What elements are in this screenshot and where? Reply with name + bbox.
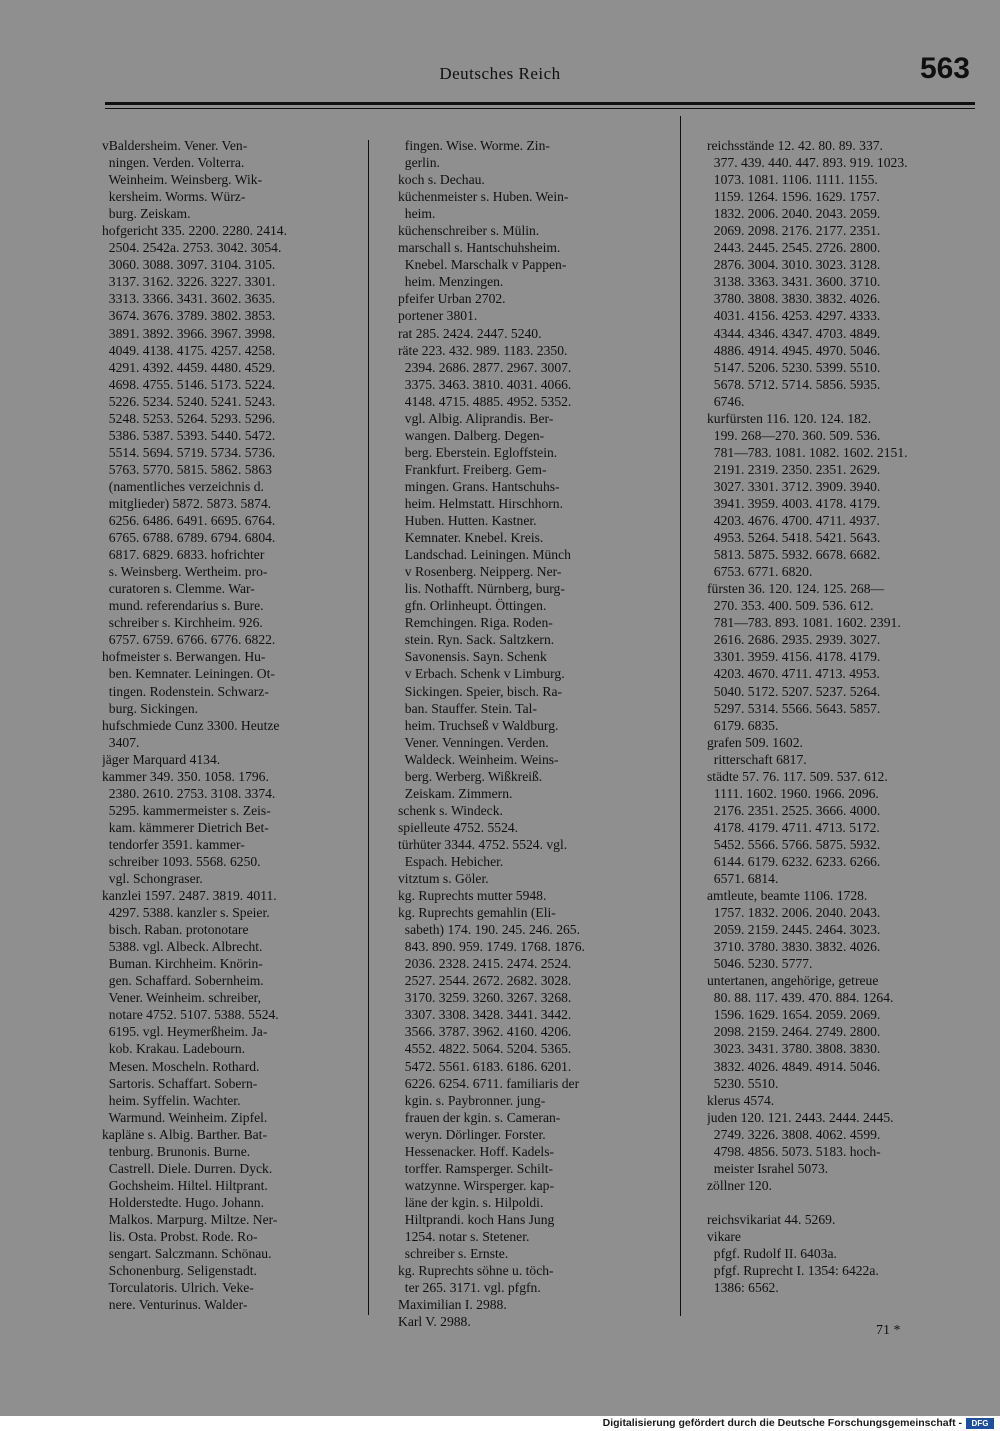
index-line: 3941. 3959. 4003. 4178. 4179. (707, 495, 881, 511)
digitization-credit (0, 1416, 1000, 1431)
index-line: Remchingen. Riga. Roden- (398, 615, 553, 631)
index-line: 6817. 6829. 6833. hofrichter (102, 547, 265, 563)
dfg-logo-icon: DFG (966, 1418, 994, 1429)
index-line: 1596. 1629. 1654. 2059. 2069. (707, 1007, 881, 1023)
index-line: hofmeister s. Berwangen. Hu- (102, 649, 266, 665)
index-line: 2191. 2319. 2350. 2351. 2629. (707, 461, 881, 477)
index-line: 5452. 5566. 5766. 5875. 5932. (707, 836, 881, 852)
index-line: fürsten 36. 120. 124. 125. 268— (707, 581, 885, 597)
index-line: 781—783. 893. 1081. 1602. 2391. (707, 615, 901, 631)
index-line: 3023. 3431. 3780. 3808. 3830. (707, 1041, 881, 1057)
index-line: 1832. 2006. 2040. 2043. 2059. (707, 206, 881, 222)
index-line: stein. Ryn. Sack. Saltzkern. (398, 632, 555, 648)
index-line: hofgericht 335. 2200. 2280. 2414. (102, 223, 288, 239)
index-line: küchenschreiber s. Mülin. (398, 223, 540, 239)
index-line: 6571. 6814. (707, 871, 779, 887)
index-line: ningen. Verden. Volterra. (102, 155, 245, 171)
credit-text: Digitalisierung gefördert durch die Deutsche Forschungsgemeinschaft - (602, 1417, 962, 1429)
index-line: Vener. Weinheim. schreiber, (102, 990, 262, 1006)
index-line: nere. Venturinus. Walder- (102, 1297, 248, 1313)
header-rule-thin (105, 108, 975, 109)
index-line: 5678. 5712. 5714. 5856. 5935. (707, 376, 881, 392)
index-line: vitztum s. Göler. (398, 871, 489, 887)
index-line: ben. Kemnater. Leiningen. Ot- (102, 666, 275, 682)
index-line: 4953. 5264. 5418. 5421. 5643. (707, 530, 881, 546)
index-line: juden 120. 121. 2443. 2444. 2445. (707, 1109, 894, 1125)
index-line: ritterschaft 6817. (707, 751, 807, 767)
index-line: vgl. Albig. Aliprandis. Ber- (398, 410, 554, 426)
index-line: Gochsheim. Hiltel. Hiltprant. (102, 1177, 268, 1193)
index-line: tingen. Rodenstein. Schwarz- (102, 683, 269, 699)
index-line: pfgf. Ruprecht I. 1354: 6422a. (707, 1263, 879, 1279)
index-line: mingen. Grans. Hantschuhs- (398, 478, 560, 494)
index-line: 4031. 4156. 4253. 4297. 4333. (707, 308, 881, 324)
index-line: 6746. (707, 393, 745, 409)
index-line: vgl. Schongraser. (102, 871, 203, 887)
index-line: 4552. 4822. 5064. 5204. 5365. (398, 1041, 572, 1057)
index-line: wangen. Dalberg. Degen- (398, 427, 545, 443)
index-line: 2036. 2328. 2415. 2474. 2524. (398, 956, 572, 972)
index-line: 843. 890. 959. 1749. 1768. 1876. (398, 939, 585, 955)
index-line: lis. Osta. Probst. Rode. Ro- (102, 1229, 258, 1244)
index-line: 2616. 2686. 2935. 2939. 3027. (707, 632, 881, 648)
index-line: vikare (707, 1229, 741, 1244)
index-line: 4178. 4179. 4711. 4713. 5172. (707, 819, 880, 835)
index-line: Landschad. Leiningen. Münch (398, 547, 571, 563)
index-line: schreiber s. Kirchheim. 926. (102, 615, 263, 631)
index-line: 2876. 3004. 3010. 3023. 3128. (707, 257, 881, 273)
index-line: zöllner 120. (707, 1177, 772, 1193)
index-line: Sartoris. Schaffart. Sobern- (102, 1075, 258, 1091)
index-line: spielleute 4752. 5524. (398, 819, 519, 835)
index-line: 2059. 2159. 2445. 2464. 3023. (707, 922, 881, 938)
index-line: 4798. 4856. 5073. 5183. hoch- (707, 1143, 881, 1159)
index-line: heim. Menzingen. (398, 274, 504, 290)
index-line: v Rosenberg. Neipperg. Ner- (398, 564, 562, 580)
index-line: 4049. 4138. 4175. 4257. 4258. (102, 342, 276, 358)
index-line: Karl V. 2988. (398, 1314, 471, 1330)
index-line: 5813. 5875. 5932. 6678. 6682. (707, 547, 881, 563)
index-line: 6226. 6254. 6711. familiaris der (398, 1075, 580, 1091)
index-line: pfeifer Urban 2702. (398, 291, 506, 307)
index-line: 1254. notar s. Stetener. (398, 1229, 530, 1244)
index-line: kgin. s. Paybronner. jung- (398, 1092, 546, 1108)
index-line: 1111. 1602. 1960. 1966. 2096. (707, 785, 879, 801)
index-line: 6765. 6788. 6789. 6794. 6804. (102, 530, 276, 546)
index-line: küchenmeister s. Huben. Wein- (398, 189, 569, 205)
index-line: 4698. 4755. 5146. 5173. 5224. (102, 376, 276, 392)
index-line: reichsvikariat 44. 5269. (707, 1211, 836, 1227)
index-line: 3060. 3088. 3097. 3104. 3105. (102, 257, 276, 273)
index-line: 5230. 5510. (707, 1075, 779, 1091)
index-line: rat 285. 2424. 2447. 5240. (398, 325, 542, 341)
index-line: 3780. 3808. 3830. 3832. 4026. (707, 291, 881, 307)
index-line: amtleute, beamte 1106. 1728. (707, 888, 868, 904)
index-line: 6753. 6771. 6820. (707, 564, 813, 580)
index-line: 1159. 1264. 1596. 1629. 1757. (707, 189, 880, 205)
index-line: städte 57. 76. 117. 509. 537. 612. (707, 768, 888, 784)
index-line: ban. Stauffer. Stein. Tal- (398, 700, 537, 716)
index-line (707, 1194, 975, 1211)
index-line: 5763. 5770. 5815. 5862. 5863 (102, 461, 272, 477)
index-line: Torculatoris. Ulrich. Veke- (102, 1280, 254, 1296)
index-line: 377. 439. 440. 447. 893. 919. 1023. (707, 155, 908, 171)
index-line: Espach. Hebicher. (398, 853, 504, 869)
index-line: Holderstedte. Hugo. Johann. (102, 1194, 264, 1210)
index-line: marschall s. Hantschuhsheim. (398, 240, 561, 256)
index-line: 2069. 2098. 2176. 2177. 2351. (707, 223, 881, 239)
index-line: kanzlei 1597. 2487. 3819. 4011. (102, 888, 277, 904)
index-line: schenk s. Windeck. (398, 802, 503, 818)
index-line: 4203. 4670. 4711. 4713. 4953. (707, 666, 880, 682)
index-line: 3301. 3959. 4156. 4178. 4179. (707, 649, 881, 665)
index-line: 2394. 2686. 2877. 2967. 3007. (398, 359, 572, 375)
index-line: Weinheim. Weinsberg. Wik- (102, 172, 263, 188)
index-line: 3566. 3787. 3962. 4160. 4206. (398, 1024, 572, 1040)
index-line: ter 265. 3171. vgl. pfgfn. (398, 1280, 541, 1296)
index-line: 5295. kammermeister s. Zeis- (102, 802, 271, 818)
index-line: heim. (398, 206, 436, 222)
index-line: klerus 4574. (707, 1092, 775, 1108)
index-line: kammer 349. 350. 1058. 1796. (102, 768, 269, 784)
index-line: räte 223. 432. 989. 1183. 2350. (398, 342, 568, 358)
index-line: Waldeck. Weinheim. Weins- (398, 751, 559, 767)
index-line: gen. Schaffard. Sobernheim. (102, 973, 264, 989)
index-line: Vener. Venningen. Verden. (398, 734, 549, 750)
index-line: notare 4752. 5107. 5388. 5524. (102, 1007, 279, 1023)
index-line: 4297. 5388. kanzler s. Speier. (102, 905, 270, 921)
index-line: sengart. Salczmann. Schönau. (102, 1246, 272, 1262)
index-line: berg. Eberstein. Egloffstein. (398, 444, 558, 460)
index-line: Sickingen. Speier, bisch. Ra- (398, 683, 563, 699)
index-line: 4148. 4715. 4885. 4952. 5352. (398, 393, 572, 409)
index-line: 2749. 3226. 3808. 4062. 4599. (707, 1126, 881, 1142)
index-line: 6144. 6179. 6232. 6233. 6266. (707, 853, 881, 869)
index-line: burg. Sickingen. (102, 700, 199, 716)
index-line: Maximilian I. 2988. (398, 1297, 507, 1313)
index-line: 3138. 3363. 3431. 3600. 3710. (707, 274, 881, 290)
index-line: berg. Werberg. Wißkreiß. (398, 768, 543, 784)
index-line: Hessenacker. Hoff. Kadels- (398, 1143, 555, 1159)
index-line: vBaldersheim. Vener. Ven- (102, 138, 248, 153)
header-rule (105, 102, 975, 105)
index-line: 4344. 4346. 4347. 4703. 4849. (707, 325, 881, 341)
index-line: Frankfurt. Freiberg. Gem- (398, 461, 547, 477)
index-line: curatoren s. Clemme. War- (102, 581, 255, 597)
index-line: 3027. 3301. 3712. 3909. 3940. (707, 478, 881, 494)
index-line: 5297. 5314. 5566. 5643. 5857. (707, 700, 881, 716)
index-line: heim. Truchseß v Waldburg. (398, 717, 559, 733)
index-line: 3313. 3366. 3431. 3602. 3635. (102, 291, 276, 307)
index-line: frauen der kgin. s. Cameran- (398, 1109, 561, 1125)
index-line: 2504. 2542a. 2753. 3042. 3054. (102, 240, 282, 256)
index-line: 2176. 2351. 2525. 3666. 4000. (707, 802, 881, 818)
index-line: 1757. 1832. 2006. 2040. 2043. (707, 905, 881, 921)
index-line: 5040. 5172. 5207. 5237. 5264. (707, 683, 881, 699)
index-line: 1386: 6562. (707, 1280, 779, 1296)
index-line: 199. 268—270. 360. 509. 536. (707, 427, 881, 443)
index-line: 3674. 3676. 3789. 3802. 3853. (102, 308, 276, 324)
index-line: Schonenburg. Seligenstadt. (102, 1263, 257, 1279)
index-column-right (707, 137, 975, 1296)
index-line: burg. Zeiskam. (102, 206, 191, 222)
index-line: 3137. 3162. 3226. 3227. 3301. (102, 274, 276, 290)
index-column-left (102, 137, 348, 1313)
index-line: tenburg. Brunonis. Burne. (102, 1143, 251, 1159)
index-line: 4886. 4914. 4945. 4970. 5046. (707, 342, 881, 358)
index-line: 3407. (102, 734, 140, 750)
index-line: 3170. 3259. 3260. 3267. 3268. (398, 990, 572, 1006)
index-line: 80. 88. 117. 439. 470. 884. 1264. (707, 990, 894, 1006)
index-line: reichsstände 12. 42. 80. 89. 337. (707, 138, 883, 153)
index-line: Castrell. Diele. Durren. Dyck. (102, 1160, 273, 1176)
index-line: kg. Ruprechts mutter 5948. (398, 888, 547, 904)
index-line: hufschmiede Cunz 3300. Heutze (102, 717, 280, 733)
index-line: 781—783. 1081. 1082. 1602. 2151. (707, 444, 908, 460)
column-divider-left (368, 140, 369, 1315)
index-line: mitglieder) 5872. 5873. 5874. (102, 495, 272, 511)
index-line: Buman. Kirchheim. Knörin- (102, 956, 263, 972)
index-line: 3375. 3463. 3810. 4031. 4066. (398, 376, 572, 392)
index-line: torffer. Ramsperger. Schilt- (398, 1160, 554, 1176)
index-line: portener 3801. (398, 308, 478, 324)
index-line: weryn. Dörlinger. Forster. (398, 1126, 546, 1142)
index-line: kurfürsten 116. 120. 124. 182. (707, 410, 872, 426)
index-line: 270. 353. 400. 509. 536. 612. (707, 598, 874, 614)
index-line: untertanen, angehörige, getreue (707, 973, 879, 989)
footnote-mark: 71 * (876, 1323, 901, 1338)
index-line: Malkos. Marpurg. Miltze. Ner- (102, 1211, 278, 1227)
index-line: s. Weinsberg. Wertheim. pro- (102, 564, 268, 580)
index-line: bisch. Raban. protonotare (102, 922, 249, 938)
index-line: 6757. 6759. 6766. 6776. 6822. (102, 632, 276, 648)
index-line: 5388. vgl. Albeck. Albrecht. (102, 939, 263, 955)
index-line: 5472. 5561. 6183. 6186. 6201. (398, 1058, 572, 1074)
index-line: 3307. 3308. 3428. 3441. 3442. (398, 1007, 572, 1023)
index-line: grafen 509. 1602. (707, 734, 803, 750)
index-line: Savonensis. Sayn. Schenk (398, 649, 547, 665)
index-line: läne der kgin. s. Hilpoldi. (398, 1194, 544, 1210)
index-line: gfn. Orlinheupt. Öttingen. (398, 598, 547, 614)
index-line: 5226. 5234. 5240. 5241. 5243. (102, 393, 276, 409)
index-line: koch s. Dechau. (398, 172, 485, 188)
index-line: jäger Marquard 4134. (102, 751, 221, 767)
index-line: kersheim. Worms. Würz- (102, 189, 246, 205)
index-line: Huben. Hutten. Kastner. (398, 513, 537, 529)
index-line: sabeth) 174. 190. 245. 246. 265. (398, 922, 580, 938)
index-line: watzynne. Wirsperger. kap- (398, 1177, 554, 1193)
index-line: 2380. 2610. 2753. 3108. 3374. (102, 785, 276, 801)
index-line: Hiltprandi. koch Hans Jung (398, 1211, 555, 1227)
index-line: 6256. 6486. 6491. 6695. 6764. (102, 513, 276, 529)
index-line: Warmund. Weinheim. Zipfel. (102, 1109, 268, 1125)
index-line: kam. kämmerer Dietrich Bet- (102, 819, 269, 835)
index-line: (namentliches verzeichnis d. (102, 478, 264, 494)
index-line: 5386. 5387. 5393. 5440. 5472. (102, 427, 276, 443)
index-line: fingen. Wise. Worme. Zin- (398, 138, 550, 153)
index-line: 5046. 5230. 5777. (707, 956, 813, 972)
index-line: 3832. 4026. 4849. 4914. 5046. (707, 1058, 881, 1074)
index-line: Kemnater. Knebel. Kreis. (398, 530, 544, 546)
page-number: 563 (919, 52, 970, 85)
index-line: 4291. 4392. 4459. 4480. 4529. (102, 359, 276, 375)
index-line: mund. referendarius s. Bure. (102, 598, 264, 614)
index-line: 6195. vgl. Heymerßheim. Ja- (102, 1024, 268, 1040)
index-line: 4203. 4676. 4700. 4711. 4937. (707, 513, 880, 529)
index-line: 5248. 5253. 5264. 5293. 5296. (102, 410, 276, 426)
index-line: kg. Ruprechts söhne u. töch- (398, 1263, 554, 1279)
index-line: meister Israhel 5073. (707, 1160, 829, 1176)
index-line: 3891. 3892. 3966. 3967. 3998. (102, 325, 276, 341)
index-line: kob. Krakau. Ladebourn. (102, 1041, 246, 1057)
index-line: 2443. 2445. 2545. 2726. 2800. (707, 240, 881, 256)
index-line: heim. Helmstatt. Hirschhorn. (398, 495, 563, 511)
index-line: schreiber 1093. 5568. 6250. (102, 853, 261, 869)
index-line: 1073. 1081. 1106. 1111. 1155. (707, 172, 878, 188)
index-line: Knebel. Marschalk v Pappen- (398, 257, 567, 273)
index-line: v Erbach. Schenk v Limburg. (398, 666, 565, 682)
index-line: tendorfer 3591. kammer- (102, 836, 245, 852)
index-line: 2527. 2544. 2672. 2682. 3028. (398, 973, 572, 989)
index-column-middle (398, 137, 660, 1330)
index-line: lis. Nothafft. Nürnberg, burg- (398, 581, 565, 597)
index-line: kg. Ruprechts gemahlin (Eli- (398, 905, 556, 921)
running-head: Deutsches Reich (439, 64, 561, 83)
index-line: kapläne s. Albig. Barther. Bat- (102, 1126, 267, 1142)
index-line: Mesen. Moscheln. Rothard. (102, 1058, 260, 1074)
index-line: 5514. 5694. 5719. 5734. 5736. (102, 444, 276, 460)
index-line: 6179. 6835. (707, 717, 779, 733)
index-line: türhüter 3344. 4752. 5524. vgl. (398, 836, 568, 852)
index-line: pfgf. Rudolf II. 6403a. (707, 1246, 837, 1262)
index-line: gerlin. (398, 155, 440, 171)
index-line: 5147. 5206. 5230. 5399. 5510. (707, 359, 881, 375)
column-divider-right (680, 116, 681, 1316)
index-line: schreiber s. Ernste. (398, 1246, 509, 1262)
index-line: 2098. 2159. 2464. 2749. 2800. (707, 1024, 881, 1040)
index-line: heim. Syffelin. Wachter. (102, 1092, 241, 1108)
index-line: 3710. 3780. 3830. 3832. 4026. (707, 939, 881, 955)
index-line: Zeiskam. Zimmern. (398, 785, 513, 801)
